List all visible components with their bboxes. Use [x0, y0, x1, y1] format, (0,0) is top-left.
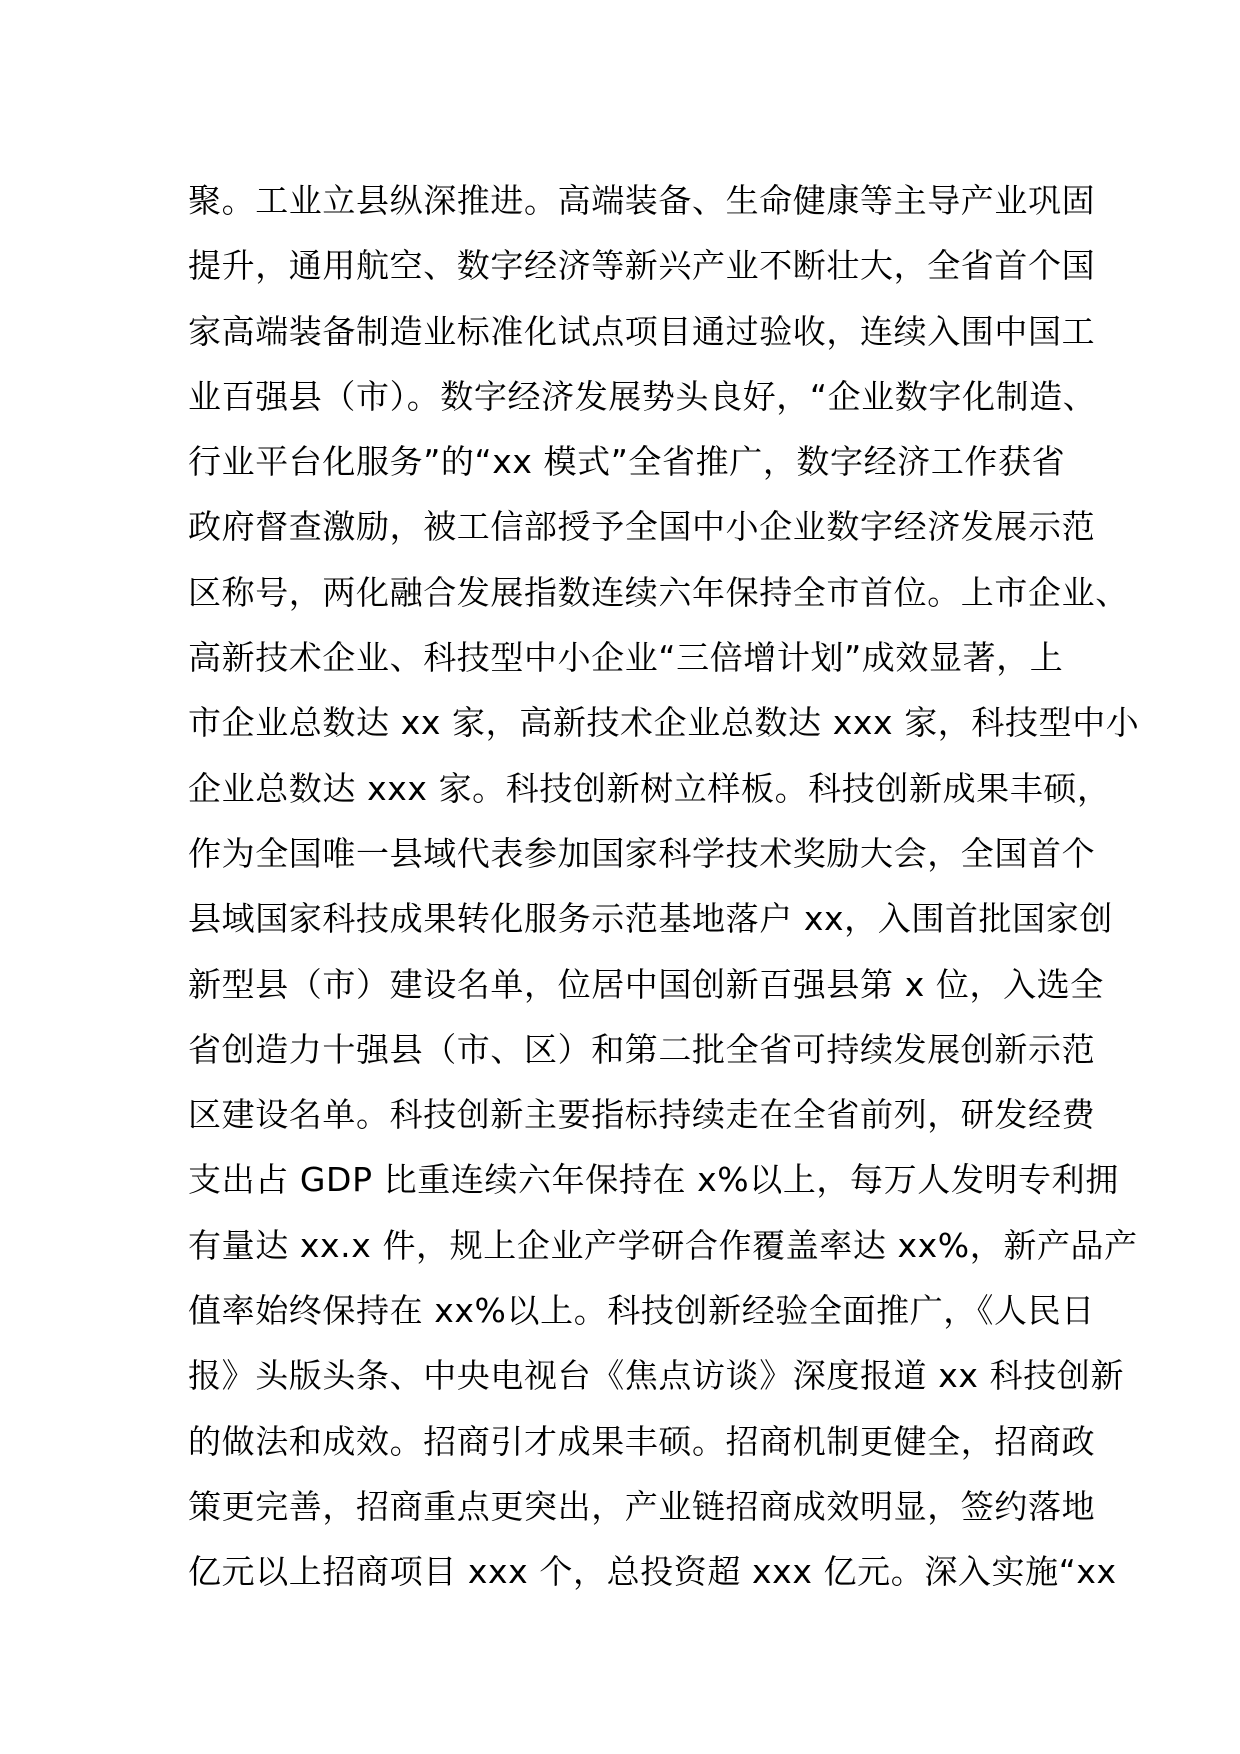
paragraph-line: 提升，通用航空、数字经济等新兴产业不断壮大，全省首个国	[188, 246, 1096, 286]
paragraph-line: 区称号，两化融合发展指数连续六年保持全市首位。上市企业、	[188, 572, 1129, 612]
paragraph-line: 行业平台化服务”的“xx 模式”全省推广，数字经济工作获省	[188, 442, 1066, 482]
paragraph-line: 报》头版头条、中央电视台《焦点访谈》深度报道 xx 科技创新	[188, 1356, 1125, 1396]
paragraph-line: 业百强县（市）。数字经济发展势头良好，“企业数字化制造、	[188, 376, 1097, 416]
paragraph-line: 市企业总数达 xx 家，高新技术企业总数达 xxx 家，科技型中小	[188, 703, 1140, 743]
paragraph-line: 策更完善，招商重点更突出，产业链招商成效明显，签约落地	[188, 1486, 1096, 1526]
paragraph-line: 亿元以上招商项目 xxx 个，总投资超 xxx 亿元。深入实施“xx	[188, 1552, 1117, 1592]
paragraph-line: 值率始终保持在 xx%以上。科技创新经验全面推广，《人民日	[188, 1291, 1095, 1331]
paragraph-line: 高新技术企业、科技型中小企业“三倍增计划”成效显著，上	[188, 638, 1064, 678]
paragraph-line: 支出占 GDP 比重连续六年保持在 x%以上，每万人发明专利拥	[188, 1160, 1119, 1200]
paragraph-line: 县域国家科技成果转化服务示范基地落户 xx，入围首批国家创	[188, 899, 1113, 939]
paragraph-line: 省创造力十强县（市、区）和第二批全省可持续发展创新示范	[188, 1029, 1096, 1069]
paragraph-line: 的做法和成效。招商引才成果丰硕。招商机制更健全，招商政	[188, 1421, 1096, 1461]
body-paragraph	[188, 168, 1140, 1605]
paragraph-line: 区建设名单。科技创新主要指标持续走在全省前列，研发经费	[188, 1095, 1096, 1135]
paragraph-line: 作为全国唯一县域代表参加国家科学技术奖励大会，全国首个	[188, 833, 1096, 873]
paragraph-line: 新型县（市）建设名单，位居中国创新百强县第 x 位，入选全	[188, 964, 1104, 1004]
paragraph-line: 有量达 xx.x 件，规上企业产学研合作覆盖率达 xx%，新产品产	[188, 1225, 1138, 1265]
paragraph-line: 家高端装备制造业标准化试点项目通过验收，连续入围中国工	[188, 311, 1096, 351]
paragraph-line: 企业总数达 xxx 家。科技创新树立样板。科技创新成果丰硕，	[188, 768, 1111, 808]
paragraph-line: 政府督查激励，被工信部授予全国中小企业数字经济发展示范	[188, 507, 1096, 547]
paragraph-line: 聚。工业立县纵深推进。高端装备、生命健康等主导产业巩固	[188, 181, 1096, 220]
